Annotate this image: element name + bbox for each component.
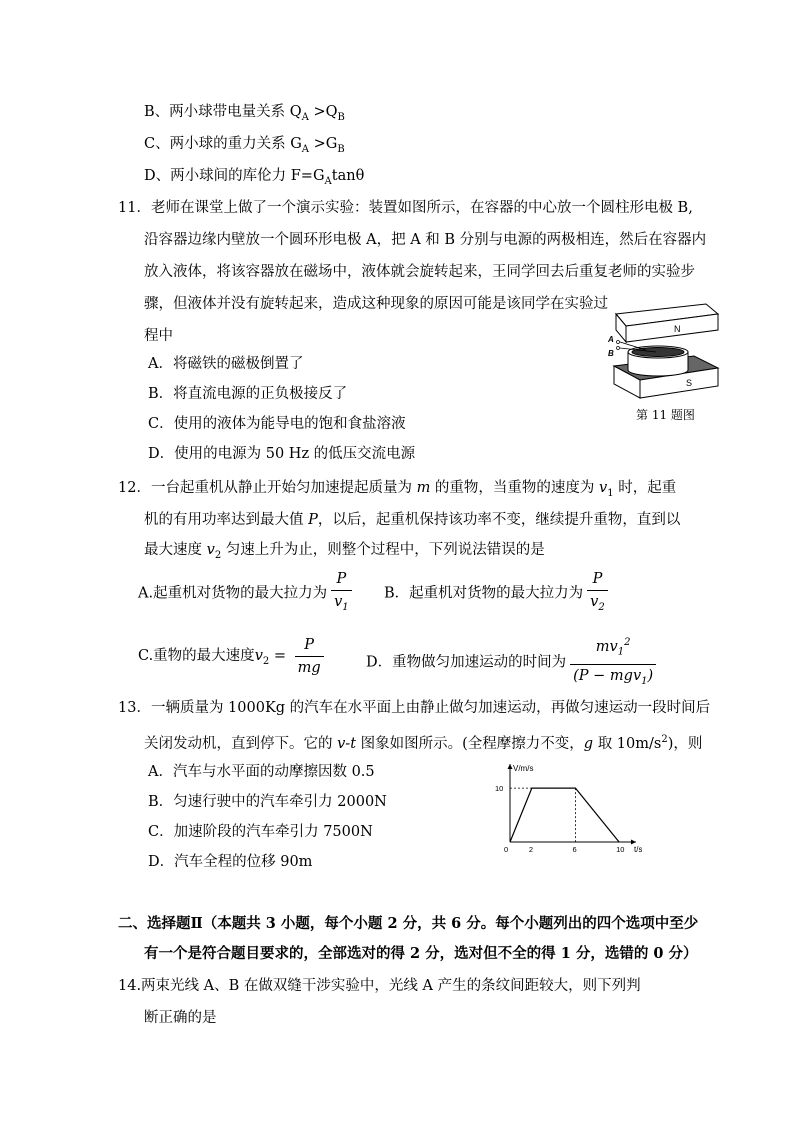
series-line (510, 788, 619, 842)
x-tick-label: 0 (504, 845, 509, 854)
q11-option-d: D．使用的电源为 50 Hz 的低压交流电源 (148, 446, 416, 462)
q13-option-d: D．汽车全程的位移 90m (148, 854, 313, 870)
q11-label-n: N (674, 324, 681, 334)
q11-option-a: A．将磁铁的磁极倒置了 (148, 356, 304, 372)
q11-figure-caption: 第 11 题图 (636, 408, 695, 422)
section2-header-line2: 有一个是符合题目要求的，全部选对的得 2 分，选对但不全的得 1 分，选错的 0 分） (144, 945, 698, 962)
q11-label-a: A (608, 335, 614, 344)
q11-stem-line2: 沿容器边缘内壁放一个圆环形电极 A，把 A 和 B 分别与电源的两极相连，然后在容器内 (144, 232, 707, 248)
q11-label-b: B (608, 349, 614, 358)
q13-stem-line2: 关闭发动机，直到停下。它的 v-t 图象如图所示。(全程摩擦力不变，g 取 $10m/s^2$)，则 (144, 734, 703, 752)
q11-label-s: S (686, 378, 693, 388)
x-tick-label: 10 (616, 845, 625, 854)
q12-option-b: B．起重机对货物的最大拉力为 $\frac{P}{v_2}$ (384, 570, 612, 617)
q13-vt-chart (492, 760, 642, 856)
q10-option-b: B、两小球带电量关系 $Q_A >Q_B$ (144, 104, 345, 123)
q11-apparatus-figure (606, 294, 726, 404)
q11-stem-line5: 程中 (144, 328, 173, 344)
q13-option-b: B．匀速行驶中的汽车牵引力 2000N (148, 794, 387, 810)
section2-header-line1: 二、选择题Ⅱ（本题共 3 小题，每个小题 2 分，共 6 分。每个小题列出的四个选项中至少 (118, 915, 699, 932)
q13-option-a: A．汽车与水平面的动摩擦因数 0.5 (148, 764, 375, 780)
y-axis-label: V/m/s (513, 764, 534, 773)
q12-option-d: D．重物做匀加速运动的时间为 $\frac{mv_1^2}{(P - mgv_1)}$ (366, 634, 660, 691)
q11-stem-line3: 放入液体，将该容器放在磁场中，液体就会旋转起来，王同学回去后重复老师的实验步 (144, 264, 695, 280)
q11-option-c: C．使用的液体为能导电的饱和食盐溶液 (148, 416, 406, 432)
q14-stem-line2: 断正确的是 (144, 1010, 217, 1026)
x-axis-arrow (631, 840, 636, 845)
y-tick-label: 10 (495, 784, 504, 794)
q11-stem-line4: 骤，但液体并没有旋转起来，造成这种现象的原因可能是该同学在实验过 (144, 296, 608, 312)
x-tick-label: 6 (572, 845, 577, 854)
q11-option-b: B．将直流电源的正负极接反了 (148, 386, 348, 402)
y-axis-arrow (508, 764, 513, 769)
q12-option-a: A.起重机对货物的最大拉力为 $\frac{P}{v_1}$ (138, 570, 356, 617)
q14-stem-line1: 14.两束光线 A、B 在做双缝干涉实验中，光线 A 产生的条纹间距较大，则下列判 (118, 978, 641, 994)
x-axis-label: t/s (634, 845, 642, 854)
x-tick-label: 2 (528, 845, 533, 854)
q13-option-c: C．加速阶段的汽车牵引力 7500N (148, 824, 373, 840)
q10-option-c: C、两小球的重力关系 $G_A >G_B$ (144, 136, 345, 155)
q10-option-d: D、两小球间的库伦力 $F=G_A\tan\theta$ (144, 168, 365, 187)
q12-stem-line2: 机的有用功率达到最大值 P，以后，起重机保持该功率不变，继续提升重物，直到以 (144, 512, 681, 528)
q11-stem-line1: 11．老师在课堂上做了一个演示实验：装置如图所示，在容器的中心放一个圆柱形电极 B, (118, 200, 693, 216)
q12-option-c: C.重物的最大速度$v_2$ = $\frac{P}{mg}$ (138, 634, 328, 684)
q13-stem-line1: 13．一辆质量为 1000Kg 的汽车在水平面上由静止做匀加速运动，再做匀速运动一段时间后 (118, 700, 711, 716)
q12-stem-line1: 12．一台起重机从静止开始匀加速提起质量为 m 的重物，当重物的速度为 $v_1$ 时，起重 (118, 480, 677, 499)
q12-stem-line3: 最大速度 $v_2$ 匀速上升为止，则整个过程中，下列说法错误的是 (144, 542, 545, 561)
